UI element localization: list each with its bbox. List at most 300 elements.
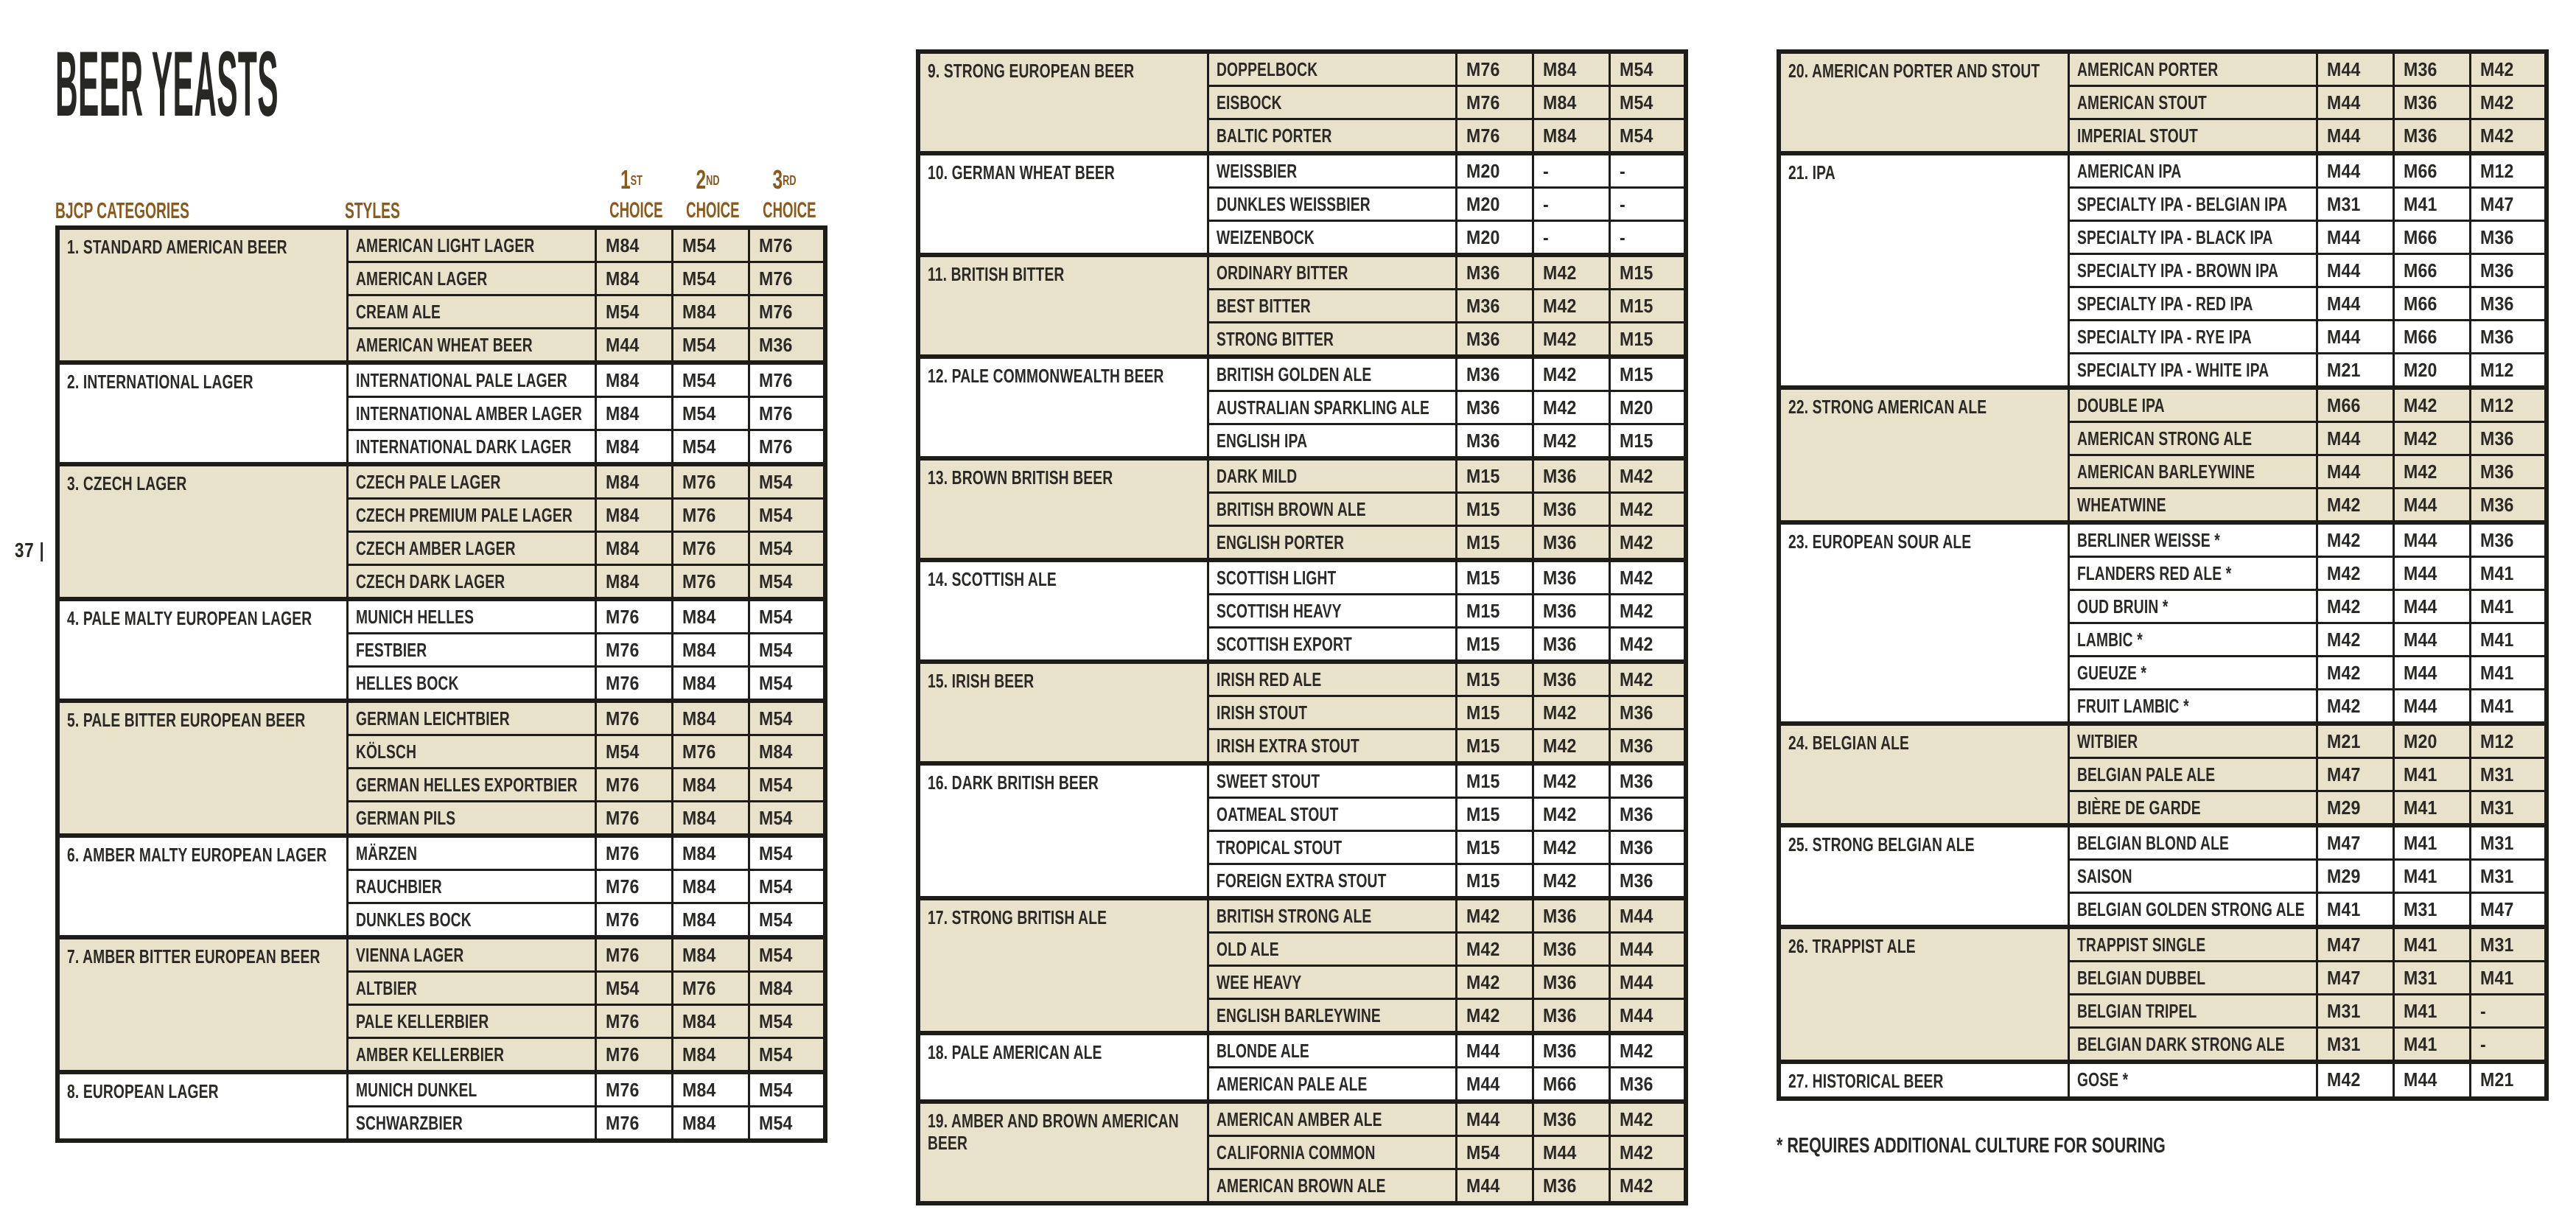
choice-cell	[672, 464, 749, 499]
yeast-code: M36	[1542, 465, 1577, 487]
style-cell	[2068, 188, 2317, 221]
style-label: MUNICH HELLES	[355, 606, 474, 628]
yeast-code: M36	[2403, 58, 2437, 80]
yeast-code: M42	[1542, 262, 1577, 284]
page-number	[15, 539, 52, 562]
category-label: 10. GERMAN WHEAT BEER	[928, 161, 1115, 183]
yeast-code: M31	[2479, 865, 2514, 887]
style-cell	[2068, 557, 2317, 590]
style-label: AMERICAN LAGER	[355, 267, 487, 290]
table-row	[57, 701, 825, 735]
yeast-code: M66	[2403, 293, 2437, 315]
category-cell	[918, 458, 1208, 560]
yeast-code: M76	[605, 639, 640, 661]
yeast-code: M44	[2326, 58, 2361, 80]
category-cell	[918, 52, 1208, 153]
yeast-code: M42	[2326, 695, 2361, 717]
style-cell	[2068, 254, 2317, 287]
choice-cell	[672, 972, 749, 1005]
yeast-code: M36	[1619, 1073, 1653, 1095]
choice-cell	[1456, 999, 1533, 1034]
yeast-code: M66	[2326, 394, 2361, 416]
choice-cell	[1533, 424, 1609, 459]
choice-cell	[749, 363, 825, 397]
category-cell	[1779, 522, 2068, 724]
yeast-code: M36	[1619, 770, 1653, 792]
yeast-code: M54	[682, 402, 716, 424]
choice-cell	[1456, 493, 1533, 526]
category-label: 25. STRONG BELGIAN ALE	[1788, 833, 1975, 855]
yeast-code: M12	[2479, 394, 2514, 416]
choice-cell	[2317, 522, 2393, 557]
choice-cell	[672, 1072, 749, 1107]
choice-cell	[2317, 489, 2393, 523]
style-label: PALE KELLERBIER	[355, 1010, 489, 1032]
yeast-code: M44	[2403, 1068, 2437, 1091]
style-cell	[347, 464, 595, 499]
choice-cell	[1456, 526, 1533, 561]
yeast-code: M41	[2403, 934, 2437, 956]
choice-cell	[1533, 798, 1609, 831]
choice-cell	[2317, 825, 2393, 860]
style-label: BIÈRE DE GARDE	[2076, 797, 2201, 819]
style-cell	[1208, 560, 1456, 595]
style-label: SCOTTISH LIGHT	[1216, 567, 1336, 589]
yeast-code: M54	[682, 369, 716, 391]
yeast-code: -	[1542, 160, 1549, 182]
choice-cell	[2393, 893, 2470, 928]
choice-cell	[2393, 321, 2470, 354]
style-label: ORDINARY BITTER	[1216, 262, 1348, 284]
yeast-code: M84	[682, 1043, 716, 1065]
style-cell	[347, 769, 595, 802]
yeast-code: M41	[2403, 763, 2437, 785]
choice-cell	[749, 735, 825, 769]
style-label: SCHWARZBIER	[355, 1112, 463, 1134]
choice-cell	[2317, 860, 2393, 893]
header-first-choice: 1ST CHOICE	[609, 164, 663, 223]
choice-cell	[749, 499, 825, 532]
choice-cell	[1609, 188, 1686, 221]
style-label: GERMAN HELLES EXPORTBIER	[355, 774, 578, 796]
yeast-code: M84	[682, 1079, 716, 1101]
choice-cell	[1456, 1033, 1533, 1068]
choice-cell	[2393, 590, 2470, 623]
table-row	[1779, 388, 2547, 422]
choice-cell	[2393, 825, 2470, 860]
yeast-code: M42	[1466, 905, 1500, 927]
yeast-code: M42	[2326, 494, 2361, 516]
choice-cell	[595, 329, 672, 363]
style-label: INTERNATIONAL AMBER LAGER	[355, 402, 582, 424]
style-label: IRISH EXTRA STOUT	[1216, 735, 1359, 757]
style-label: BEST BITTER	[1216, 295, 1311, 317]
style-cell	[347, 565, 595, 600]
table-row	[1779, 153, 2547, 188]
style-cell	[2068, 354, 2317, 388]
style-cell	[347, 329, 595, 363]
style-cell	[1208, 1136, 1456, 1169]
choice-cell	[2470, 825, 2547, 860]
yeast-code: M54	[758, 909, 793, 931]
choice-cell	[1533, 628, 1609, 662]
choice-cell	[2317, 1062, 2393, 1099]
yeast-code: M44	[2403, 494, 2437, 516]
yeast-code: M76	[682, 471, 716, 493]
style-label: GOSE *	[2076, 1068, 2128, 1091]
style-label: ENGLISH BARLEYWINE	[1216, 1004, 1381, 1026]
yeast-code: M42	[2326, 662, 2361, 684]
yeast-code: M36	[1619, 836, 1653, 858]
choice-cell	[1456, 357, 1533, 391]
style-label: AMBER KELLERBIER	[355, 1043, 504, 1065]
style-label: WITBIER	[2076, 730, 2138, 752]
yeast-code: M44	[2403, 595, 2437, 617]
table-row	[1779, 927, 2547, 962]
category-cell	[918, 560, 1208, 662]
choice-cell	[2393, 489, 2470, 523]
middle-column	[916, 49, 1684, 1218]
style-cell	[1208, 898, 1456, 933]
choice-cell	[1533, 221, 1609, 256]
style-label: DUNKLES BOCK	[355, 909, 472, 931]
choice-cell	[1533, 763, 1609, 798]
style-cell	[2068, 590, 2317, 623]
choice-cell	[2393, 422, 2470, 455]
style-label: AMERICAN IPA	[2076, 160, 2181, 182]
choice-cell	[749, 599, 825, 634]
choice-cell	[595, 972, 672, 1005]
choice-cell	[2393, 623, 2470, 657]
yeast-code: M84	[682, 672, 716, 694]
yeast-code: M41	[2479, 695, 2514, 717]
choice-cell	[1609, 1102, 1686, 1136]
style-label: BALTIC PORTER	[1216, 125, 1332, 147]
yeast-code: M41	[2403, 1033, 2437, 1055]
category-label: 23. EUROPEAN SOUR ALE	[1788, 531, 1972, 553]
choice-cell	[2470, 321, 2547, 354]
yeast-code: M84	[758, 741, 793, 763]
yeast-code: M15	[1619, 328, 1653, 350]
choice-cell	[1609, 52, 1686, 86]
choice-cell	[1456, 424, 1533, 459]
table-row	[918, 52, 1686, 86]
yeast-code: M76	[605, 1079, 640, 1101]
choice-cell	[749, 430, 825, 465]
choice-cell	[1533, 864, 1609, 899]
style-label: DOPPELBOCK	[1216, 58, 1317, 80]
yeast-code: M21	[2326, 359, 2361, 381]
style-cell	[2068, 119, 2317, 154]
choice-cell	[1609, 763, 1686, 798]
style-label: DOUBLE IPA	[2076, 394, 2165, 416]
yeast-code: M36	[1466, 396, 1500, 419]
style-cell	[1208, 763, 1456, 798]
choice-cell	[595, 228, 672, 262]
choice-cell	[672, 1005, 749, 1038]
yeast-code: M21	[2326, 730, 2361, 752]
style-cell	[347, 363, 595, 397]
yeast-code: M76	[605, 842, 640, 864]
style-cell	[2068, 825, 2317, 860]
choice-cell	[2317, 52, 2393, 86]
choice-cell	[1533, 323, 1609, 357]
choice-cell	[1456, 323, 1533, 357]
style-label: CALIFORNIA COMMON	[1216, 1141, 1376, 1163]
choice-cell	[1456, 1102, 1533, 1136]
yeast-code: M54	[682, 234, 716, 256]
style-label: AMERICAN AMBER ALE	[1216, 1108, 1382, 1130]
style-cell	[1208, 831, 1456, 864]
choice-cell	[749, 532, 825, 565]
yeast-code: M76	[682, 537, 716, 559]
yeast-code: M41	[2479, 967, 2514, 989]
yeast-code: M84	[1542, 91, 1577, 113]
yeast-code: M76	[1466, 125, 1500, 147]
style-cell	[1208, 1102, 1456, 1136]
choice-cell	[1609, 966, 1686, 999]
table-row	[918, 153, 1686, 188]
category-cell	[57, 363, 347, 464]
yeast-code: -	[2479, 1000, 2486, 1022]
style-label: EISBOCK	[1216, 91, 1282, 113]
style-cell	[1208, 595, 1456, 628]
yeast-code: M31	[2326, 1000, 2361, 1022]
style-label: LAMBIC *	[2076, 629, 2143, 651]
choice-cell	[1533, 831, 1609, 864]
style-cell	[347, 532, 595, 565]
style-cell	[347, 972, 595, 1005]
yeast-code: M44	[2326, 259, 2361, 281]
choice-cell	[749, 1038, 825, 1073]
style-label: BELGIAN TRIPEL	[2076, 1000, 2197, 1022]
choice-cell	[2317, 422, 2393, 455]
style-cell	[347, 228, 595, 262]
choice-cell	[1456, 560, 1533, 595]
yeast-code: M31	[2326, 1033, 2361, 1055]
yeast-code: M15	[1466, 735, 1500, 757]
choice-cell	[2393, 455, 2470, 489]
choice-cell	[1533, 662, 1609, 696]
yeast-code: M44	[2326, 226, 2361, 248]
choice-cell	[2317, 188, 2393, 221]
choice-cell	[2470, 1062, 2547, 1099]
table-row	[918, 662, 1686, 696]
yeast-code: M36	[1466, 363, 1500, 385]
style-label: GUEUZE *	[2076, 662, 2146, 684]
yeast-code: M42	[1619, 633, 1653, 655]
style-cell	[1208, 188, 1456, 221]
yeast-code: M42	[1619, 1040, 1653, 1062]
style-cell	[2068, 927, 2317, 962]
yeast-code: M47	[2479, 898, 2514, 920]
choice-cell	[2317, 995, 2393, 1028]
choice-cell	[2393, 522, 2470, 557]
yeast-code: M44	[2403, 629, 2437, 651]
yeast-code: M20	[2403, 359, 2437, 381]
yeast-code: M36	[1542, 668, 1577, 690]
yeast-code: M54	[1466, 1141, 1500, 1163]
choice-cell	[2470, 724, 2547, 758]
category-label: 27. HISTORICAL BEER	[1788, 1070, 1944, 1092]
category-cell	[918, 662, 1208, 763]
choice-cell	[595, 667, 672, 701]
yeast-code: M15	[1619, 262, 1653, 284]
choice-cell	[2470, 287, 2547, 321]
choice-cell	[595, 1005, 672, 1038]
category-label: 7. AMBER BITTER EUROPEAN BEER	[67, 945, 321, 967]
style-label: WHEATWINE	[2076, 494, 2166, 516]
yeast-code: M44	[1466, 1108, 1500, 1130]
style-cell	[1208, 662, 1456, 696]
style-cell	[347, 1072, 595, 1107]
style-label: SCOTTISH EXPORT	[1216, 633, 1352, 655]
table-row	[57, 228, 825, 262]
yeast-code: M36	[1466, 328, 1500, 350]
choice-cell	[749, 701, 825, 735]
category-cell	[918, 153, 1208, 255]
yeast-code: M44	[1619, 971, 1653, 993]
yeast-code: M47	[2326, 967, 2361, 989]
style-label: OLD ALE	[1216, 938, 1279, 960]
yeast-code: M15	[1466, 633, 1500, 655]
table-row	[918, 1102, 1686, 1136]
choice-cell	[672, 363, 749, 397]
style-label: FRUIT LAMBIC *	[2076, 695, 2189, 717]
choice-cell	[1456, 628, 1533, 662]
category-label: 24. BELGIAN ALE	[1788, 732, 1910, 754]
choice-cell	[1533, 119, 1609, 154]
yeast-code: M47	[2479, 193, 2514, 215]
choice-cell	[595, 1072, 672, 1107]
choice-cell	[595, 1038, 672, 1073]
yeast-code: M54	[758, 606, 793, 628]
choice-cell	[672, 295, 749, 329]
style-label: FOREIGN EXTRA STOUT	[1216, 869, 1386, 892]
choice-cell	[1533, 560, 1609, 595]
choice-cell	[672, 836, 749, 870]
choice-cell	[1609, 898, 1686, 933]
table-header-row	[55, 157, 823, 222]
yeast-code: M76	[682, 504, 716, 526]
yeast-code: M44	[2403, 562, 2437, 584]
style-cell	[1208, 221, 1456, 256]
style-label: WEISSBIER	[1216, 160, 1297, 182]
yeast-code: M76	[758, 267, 793, 290]
style-label: BLONDE ALE	[1216, 1040, 1309, 1062]
header-second-choice: 2ND CHOICE	[686, 164, 740, 223]
choice-cell	[2317, 287, 2393, 321]
choice-cell	[1456, 458, 1533, 493]
category-label: 6. AMBER MALTY EUROPEAN LAGER	[67, 844, 327, 866]
choice-cell	[1456, 188, 1533, 221]
yeast-code: M44	[2326, 160, 2361, 182]
yeast-code: M44	[2326, 427, 2361, 449]
choice-cell	[2393, 188, 2470, 221]
choice-cell	[672, 430, 749, 465]
choice-cell	[2470, 791, 2547, 826]
style-label: SPECIALTY IPA - BLACK IPA	[2076, 226, 2273, 248]
yeast-code: M36	[1542, 1040, 1577, 1062]
choice-cell	[2393, 758, 2470, 791]
choice-cell	[749, 1005, 825, 1038]
choice-cell	[672, 262, 749, 295]
choice-cell	[1609, 831, 1686, 864]
yeast-code: M42	[1466, 1004, 1500, 1026]
choice-cell	[1609, 1136, 1686, 1169]
choice-cell	[2317, 1028, 2393, 1063]
choice-cell	[1456, 864, 1533, 899]
yeast-code: M76	[605, 606, 640, 628]
yeast-code: M84	[605, 570, 640, 592]
style-label: BRITISH GOLDEN ALE	[1216, 363, 1371, 385]
choice-cell	[1609, 424, 1686, 459]
choice-cell	[2470, 489, 2547, 523]
choice-cell	[595, 937, 672, 972]
category-cell	[918, 1102, 1208, 1203]
category-cell	[57, 1072, 347, 1141]
yeast-code: M41	[2479, 562, 2514, 584]
yeast-code: M36	[1466, 262, 1500, 284]
yeast-code: M42	[2479, 91, 2514, 113]
yeast-code: M76	[1466, 91, 1500, 113]
category-label: 26. TRAPPIST ALE	[1788, 935, 1916, 957]
style-label: SPECIALTY IPA - RYE IPA	[2076, 326, 2252, 348]
style-cell	[2068, 489, 2317, 523]
style-cell	[2068, 860, 2317, 893]
choice-cell	[1609, 526, 1686, 561]
yeast-table-left	[55, 225, 827, 1143]
choice-cell	[1456, 255, 1533, 290]
style-cell	[2068, 791, 2317, 826]
choice-cell	[749, 836, 825, 870]
choice-cell	[1609, 1169, 1686, 1204]
choice-cell	[2317, 354, 2393, 388]
style-cell	[1208, 1068, 1456, 1102]
choice-cell	[1456, 696, 1533, 729]
choice-cell	[1533, 86, 1609, 119]
choice-cell	[2470, 153, 2547, 188]
yeast-code: M84	[605, 369, 640, 391]
yeast-code: M41	[2403, 1000, 2437, 1022]
yeast-code: M44	[1466, 1073, 1500, 1095]
table-row	[57, 836, 825, 870]
style-cell	[347, 735, 595, 769]
choice-cell	[1533, 255, 1609, 290]
style-label: AUSTRALIAN SPARKLING ALE	[1216, 396, 1429, 419]
yeast-code: M36	[2479, 259, 2514, 281]
choice-cell	[2317, 623, 2393, 657]
choice-cell	[2393, 119, 2470, 154]
yeast-code: M42	[1542, 836, 1577, 858]
style-label: AMERICAN LIGHT LAGER	[355, 234, 534, 256]
choice-cell	[2470, 221, 2547, 254]
style-cell	[1208, 458, 1456, 493]
choice-cell	[2317, 724, 2393, 758]
table-row	[918, 255, 1686, 290]
choice-cell	[1533, 290, 1609, 323]
yeast-code: M36	[1542, 498, 1577, 520]
style-label: CZECH AMBER LAGER	[355, 537, 516, 559]
choice-cell	[672, 599, 749, 634]
choice-cell	[672, 802, 749, 836]
yeast-code: M31	[2326, 193, 2361, 215]
yeast-code: M42	[1466, 971, 1500, 993]
choice-cell	[1456, 391, 1533, 424]
category-cell	[1779, 153, 2068, 388]
yeast-code: -	[1619, 193, 1625, 215]
style-label: ALTBIER	[355, 977, 417, 999]
